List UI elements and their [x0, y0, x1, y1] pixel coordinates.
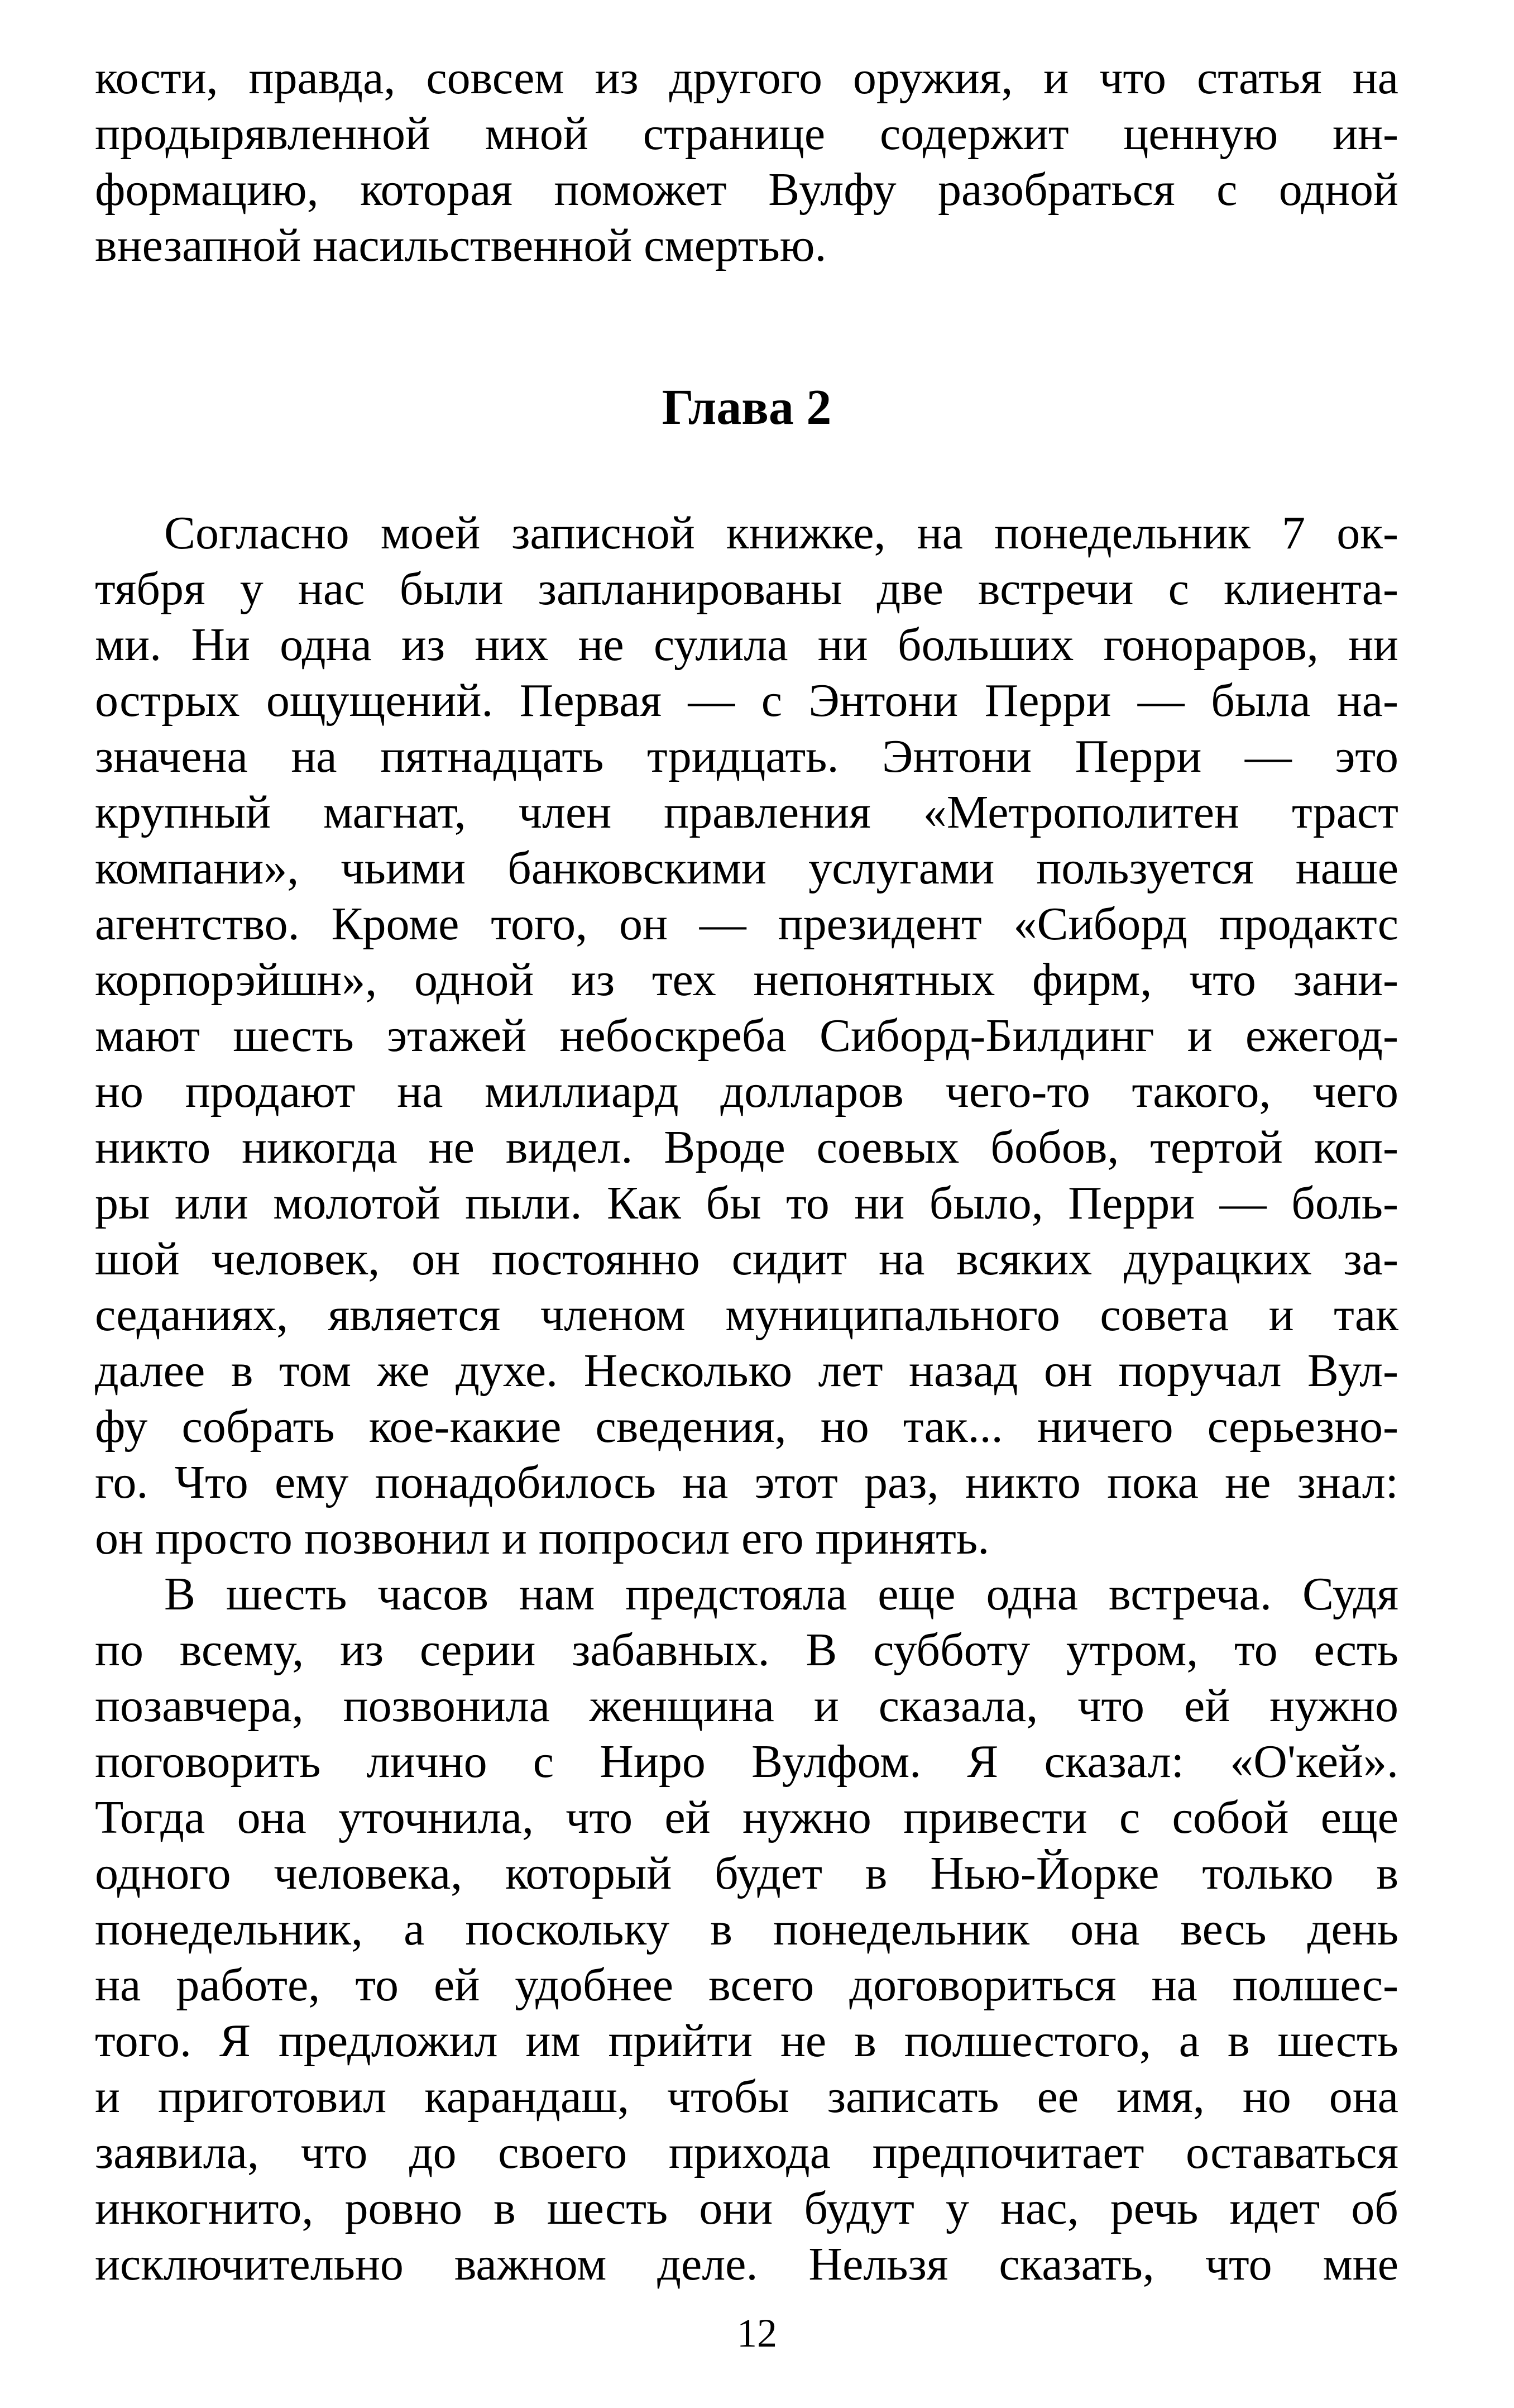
text-line: внезапной насильственной смертью.: [95, 219, 827, 271]
intro-paragraph: [95, 50, 1398, 274]
text-line: понедельник, а поскольку в понедельник она весь день: [95, 1903, 1398, 1955]
book-page: [95, 50, 1398, 2290]
text-line: по всему, из серии забавных. В субботу утром, то есть: [95, 1624, 1398, 1676]
text-line: продырявленной мной странице содержит ценную ин-: [95, 108, 1398, 160]
text-line: тября у нас были запланированы две встречи с клиента-: [95, 563, 1398, 615]
text-line: инкогнито, ровно в шесть они будут у нас, речь идет об: [95, 2182, 1398, 2234]
text-line: крупный магнат, член правления «Метрополитен траст: [95, 786, 1398, 838]
text-line: исключительно важном деле. Нельзя сказать, что мне: [95, 2238, 1398, 2290]
text-line: В шесть часов нам предстояла еще одна встреча. Судя: [164, 1568, 1398, 1620]
text-line: одного человека, который будет в Нью-Йорке только в: [95, 1847, 1398, 1899]
text-line: ры или молотой пыли. Как бы то ни было, Перри — боль-: [95, 1177, 1398, 1229]
text-line: позавчера, позвонила женщина и сказала, что ей нужно: [95, 1680, 1398, 1732]
text-line: поговорить лично с Ниро Вулфом. Я сказал: «О'кей».: [95, 1736, 1398, 1788]
text-line: седаниях, является членом муниципального совета и так: [95, 1289, 1398, 1341]
text-line: формацию, которая поможет Вулфу разобраться с одной: [95, 164, 1398, 216]
text-line: корпорэйшн», одной из тех непонятных фирм, что зани-: [95, 954, 1398, 1006]
text-line: того. Я предложил им прийти не в полшестого, а в шесть: [95, 2015, 1398, 2067]
text-line: го. Что ему понадобилось на этот раз, никто пока не знал:: [95, 1456, 1398, 1508]
text-line: и приготовил карандаш, чтобы записать ее имя, но она: [95, 2071, 1398, 2123]
text-line: шой человек, он постоянно сидит на всяких дурацких за-: [95, 1233, 1398, 1285]
text-line: ми. Ни одна из них не сулила ни больших гонораров, ни: [95, 619, 1398, 671]
paragraph: [95, 1566, 1398, 2292]
chapter-title: Глава 2: [662, 380, 832, 435]
text-line: он просто позвонил и попросил его принять.: [95, 1512, 990, 1564]
text-line: компани», чьими банковскими услугами пользуется наше: [95, 842, 1398, 894]
chapter-body: [95, 505, 1398, 2292]
text-line: значена на пятнадцать тридцать. Энтони Перри — это: [95, 730, 1398, 782]
paragraph: [95, 505, 1398, 1566]
text-line: на работе, то ей удобнее всего договориться на полшес-: [95, 1959, 1398, 2011]
text-line: далее в том же духе. Несколько лет назад он поручал Вул-: [95, 1345, 1398, 1397]
text-line: агентство. Кроме того, он — президент «Сиборд продактс: [95, 898, 1398, 950]
text-line: кости, правда, совсем из другого оружия, и что статья на: [95, 52, 1398, 104]
text-line: но продают на миллиард долларов чего-то такого, чего: [95, 1066, 1398, 1117]
text-line: Тогда она уточнила, что ей нужно привести с собой еще: [95, 1791, 1398, 1843]
text-line: Согласно моей записной книжке, на понедельник 7 ок-: [164, 507, 1398, 559]
text-line: заявила, что до своего прихода предпочитает оставаться: [95, 2127, 1398, 2178]
text-line: мают шесть этажей небоскреба Сиборд-Билдинг и ежегод-: [95, 1010, 1398, 1062]
text-line: никто никогда не видел. Вроде соевых бобов, тертой коп-: [95, 1121, 1398, 1173]
text-line: фу собрать кое-какие сведения, но так... ничего серьезно-: [95, 1401, 1398, 1453]
page-number: 12: [737, 2311, 777, 2356]
text-line: острых ощущений. Первая — с Энтони Перри — была на-: [95, 675, 1398, 727]
